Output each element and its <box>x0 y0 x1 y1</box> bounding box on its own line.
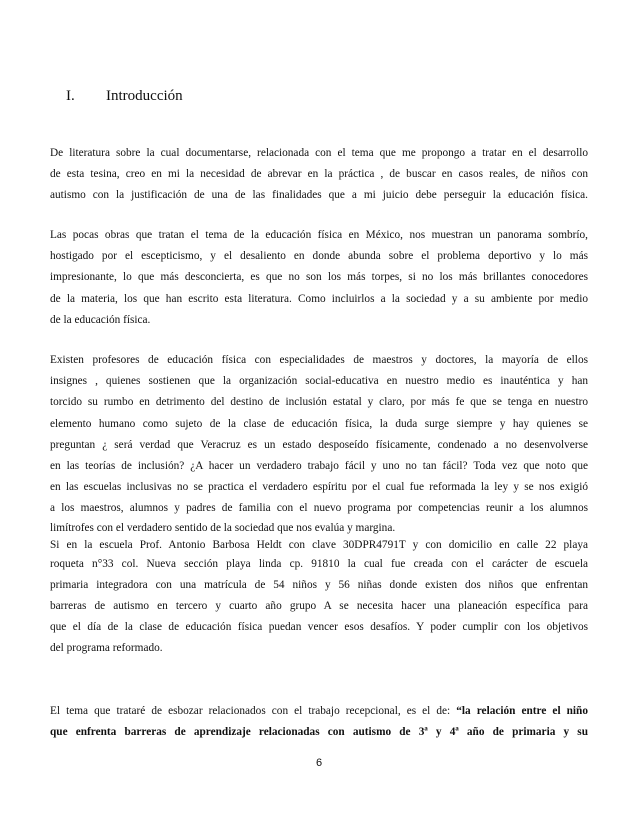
paragraph-line: limítrofes con el verdadero sentido de la sociedad que nos evalúa y margina. <box>50 521 396 534</box>
topic-title-bold: “la relación entre el niño <box>456 705 588 717</box>
paragraph-line: en las teorías de inclusión? ¿A hacer un verdadero trabajo fácil y uno no tan fácil? Toda vez que noto que <box>50 460 588 473</box>
paragraph-line: a los maestros, alumnos y padres de familia con el nuevo programa por competencias reunir a los alumnos <box>50 502 588 515</box>
paragraph-3 <box>50 350 588 660</box>
paragraph-line: torcido su rumbo en detrimento del destino de inclusión estatal y claro, por más fe que se tenga en nuestro <box>50 396 588 409</box>
paragraph-line: Si en la escuela Prof. Antonio Barbosa Heldt con clave 30DPR4791T y con domicilio en calle 22 playa <box>50 538 588 551</box>
paragraph-line: roqueta n°33 col. Nueva sección playa linda cp. 91810 la cual fue creada con el carácter de escuela <box>50 557 588 570</box>
paragraph-line: Existen profesores de educación física con especialidades de maestros y doctores, la mayoría de ellos <box>50 354 588 366</box>
paragraph-line: del programa reformado. <box>50 642 163 655</box>
paragraph-line: de la educación física. <box>50 313 151 326</box>
topic-intro-text: El tema que trataré de esbozar relacionados con el trabajo recepcional, es el de: <box>50 705 457 717</box>
paragraph-line: de esta tesina, creo en mi la necesidad de abrevar en la práctica , de buscar en casos reales, de niños con <box>50 168 588 181</box>
topic-title-bold-line: que enfrenta barreras de aprendizaje relacionadas con autismo de 3ª y 4ª año de primaria y su <box>50 726 588 739</box>
paragraph-line: De literatura sobre la cual documentarse, relacionada con el tema que me propongo a tratar en el desarrollo <box>50 147 588 159</box>
section-heading <box>66 88 183 105</box>
paragraph-line: Las pocas obras que tratan el tema de la educación física en México, nos muestran un panorama sombrío, <box>50 229 588 241</box>
page-number: 6 <box>315 757 323 769</box>
section-title: Introducción <box>106 88 183 104</box>
paragraph-line: que el día de la clase de educación física puedan vencer esos desafíos. Y poder cumplir con los objetivos <box>50 621 588 634</box>
paragraph-line <box>50 701 588 722</box>
paragraph-line: en las escuelas inclusivas no se practica el verdadero espíritu por el cual fue reformada la ley y se nos exigió <box>50 481 588 494</box>
paragraph-line: preguntan ¿ será verdad que Veracruz es un estado desposeído físicamente, condenado a no desenvolverse <box>50 438 588 451</box>
paragraph-line: elemento humano como sujeto de la clase de educación física, la duda surge siempre y hay quienes se <box>50 417 588 430</box>
paragraph-line: primaria integradora con una matrícula de 54 niños y 56 niñas donde existen dos niños que enfrentan <box>50 578 588 591</box>
paragraph-4 <box>50 701 588 743</box>
paragraph-1 <box>50 143 588 207</box>
paragraph-line: insignes , quienes sostienen que la organización social-educativa en nuestro medio es inauténtica y han <box>50 375 588 388</box>
paragraph-line: barreras de autismo en tercero y cuarto año grupo A se necesita hacer una planeación específica para <box>50 600 588 613</box>
paragraph-line: autismo con la justificación de una de las finalidades que a mi juicio debe perseguir la educación física. <box>50 189 588 202</box>
section-number: I. <box>66 88 75 104</box>
paragraph-line: hostigado por el escepticismo, y el desaliento en donde abunda sobre el problema deportivo y lo más <box>50 250 588 263</box>
paragraph-line: impresionante, lo que más desconcierta, es que no son los más torpes, si no los más brillantes conocedores <box>50 271 588 284</box>
paragraph-2 <box>50 225 588 331</box>
paragraph-line: de la materia, los que han escrito esta literatura. Como incluirlos a la sociedad y a su ambiente por medio <box>50 292 588 305</box>
